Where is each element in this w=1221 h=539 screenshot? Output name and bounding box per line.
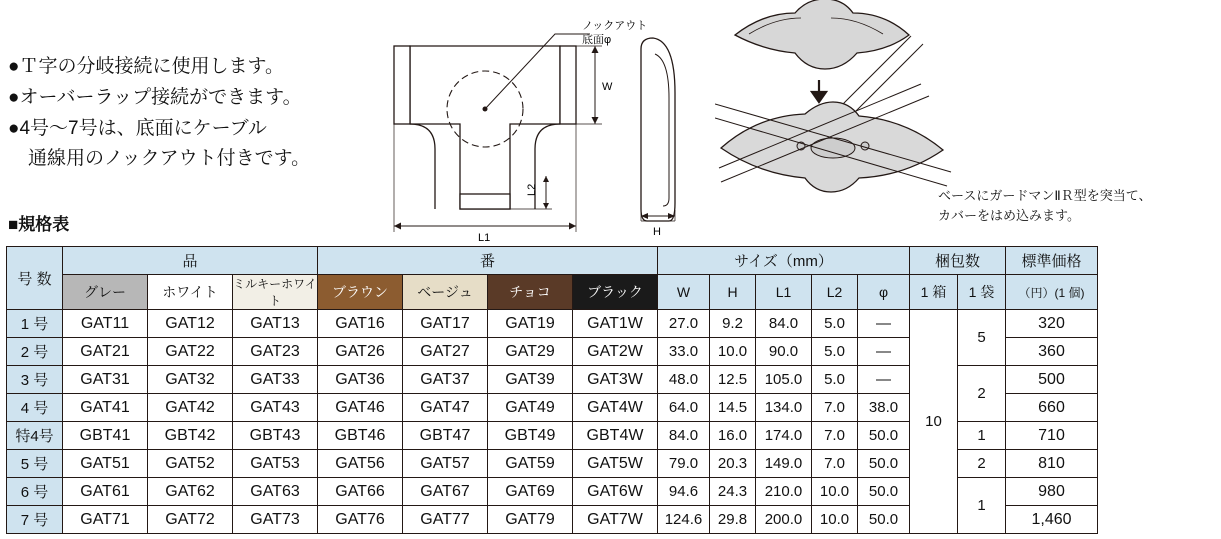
row-dim-phi: — [858,338,910,366]
row-code-gray: GAT21 [63,338,148,366]
row-dim-w: 33.0 [658,338,710,366]
row-code-white: GAT12 [148,310,233,338]
row-size-no: 4 号 [7,394,63,422]
table-header-row-1 [7,247,1098,275]
row-code-beige: GAT37 [403,366,488,394]
row-price: 710 [1006,422,1098,450]
row-code-white: GAT72 [148,506,233,534]
row-code-black: GAT3W [573,366,658,394]
row-price: 360 [1006,338,1098,366]
knockout-label-line2: 底面φ [582,34,612,46]
row-dim-h: 9.2 [710,310,756,338]
bullet-1: ●Ｔ字の分岐接続に使用します。 [8,56,284,77]
row-dim-w: 79.0 [658,450,710,478]
row-code-milky: GAT63 [233,478,318,506]
row-code-beige: GAT57 [403,450,488,478]
table-row [7,310,1098,338]
row-dim-phi: 50.0 [858,478,910,506]
knockout-label-line1: ノックアウト [582,20,648,32]
row-code-beige: GAT77 [403,506,488,534]
row-code-beige: GAT47 [403,394,488,422]
row-pack-bag: 2 [958,366,1006,422]
row-dim-l1: 90.0 [756,338,812,366]
row-dim-w: 64.0 [658,394,710,422]
row-dim-w: 94.6 [658,478,710,506]
row-dim-w: 48.0 [658,366,710,394]
h-label: H [653,226,661,238]
header-color-beige: ベージュ [403,275,488,310]
row-dim-phi: 50.0 [858,422,910,450]
header-color-milky-white: ミルキーホワイト [233,275,318,310]
row-code-black: GAT4W [573,394,658,422]
row-price: 1,460 [1006,506,1098,534]
row-code-choco: GAT59 [488,450,573,478]
assembly-note-line2: カバーをはめ込みます。 [938,207,1080,223]
row-dim-phi: — [858,366,910,394]
row-code-white: GAT62 [148,478,233,506]
row-dim-l2: 5.0 [812,310,858,338]
row-dim-phi: 50.0 [858,450,910,478]
row-code-gray: GAT51 [63,450,148,478]
row-code-gray: GAT41 [63,394,148,422]
row-dim-w: 27.0 [658,310,710,338]
bullet-2: ●オーバーラップ接続ができます。 [8,86,302,108]
row-code-milky: GAT23 [233,338,318,366]
row-pack-bag: 5 [958,310,1006,366]
header-dim-l2: L2 [812,275,858,310]
row-dim-h: 12.5 [710,366,756,394]
header-price-group: 標準価格 [1006,247,1098,275]
row-code-milky: GAT13 [233,310,318,338]
row-code-brown: GAT26 [318,338,403,366]
header-size-group: サイズ（mm） [658,247,910,275]
row-code-choco: GAT79 [488,506,573,534]
row-dim-l1: 105.0 [756,366,812,394]
header-dim-phi: φ [858,275,910,310]
row-code-brown: GAT16 [318,310,403,338]
row-code-black: GAT7W [573,506,658,534]
l1-label: L1 [478,232,491,244]
row-pack-bag: 2 [958,450,1006,478]
row-size-no: 特4号 [7,422,63,450]
row-dim-l2: 7.0 [812,422,858,450]
row-dim-l2: 5.0 [812,366,858,394]
header-color-black: ブラック [573,275,658,310]
header-size-no: 号 数 [7,247,63,310]
row-code-gray: GAT71 [63,506,148,534]
row-code-brown: GAT46 [318,394,403,422]
row-size-no: 2 号 [7,338,63,366]
row-size-no: 1 号 [7,310,63,338]
row-code-beige: GAT67 [403,478,488,506]
row-code-black: GBT4W [573,422,658,450]
spec-table-heading: ■規格表 [8,215,70,234]
row-code-choco: GAT69 [488,478,573,506]
header-product-no-left: 品 [63,247,318,275]
row-price: 980 [1006,478,1098,506]
row-code-beige: GAT27 [403,338,488,366]
row-code-choco: GAT39 [488,366,573,394]
row-code-milky: GAT43 [233,394,318,422]
row-code-brown: GBT46 [318,422,403,450]
top-view-drawing [350,4,670,244]
row-dim-h: 10.0 [710,338,756,366]
row-code-gray: GAT61 [63,478,148,506]
side-view-drawing [625,20,715,240]
spec-table [6,246,1098,534]
row-price: 810 [1006,450,1098,478]
row-code-black: GAT1W [573,310,658,338]
row-code-black: GAT6W [573,478,658,506]
row-code-milky: GAT53 [233,450,318,478]
row-price: 320 [1006,310,1098,338]
row-code-white: GAT42 [148,394,233,422]
row-price: 500 [1006,366,1098,394]
row-dim-h: 29.8 [710,506,756,534]
row-code-gray: GAT31 [63,366,148,394]
row-dim-l2: 7.0 [812,450,858,478]
top-illustration-area [0,0,1221,245]
row-code-gray: GBT41 [63,422,148,450]
row-code-choco: GAT29 [488,338,573,366]
row-code-white: GAT22 [148,338,233,366]
header-color-gray: グレー [63,275,148,310]
row-dim-l1: 210.0 [756,478,812,506]
row-dim-l2: 10.0 [812,478,858,506]
row-dim-l1: 174.0 [756,422,812,450]
row-code-black: GAT5W [573,450,658,478]
row-code-white: GBT42 [148,422,233,450]
assembly-note [938,186,1218,225]
row-code-choco: GBT49 [488,422,573,450]
row-code-white: GAT32 [148,366,233,394]
row-dim-w: 124.6 [658,506,710,534]
row-code-choco: GAT49 [488,394,573,422]
row-dim-l2: 5.0 [812,338,858,366]
bullet-3: ●4号〜7号は、底面にケーブル [8,117,267,139]
row-dim-h: 16.0 [710,422,756,450]
row-code-milky: GAT73 [233,506,318,534]
header-price-unit: （円）(1 個) [1006,275,1098,310]
row-dim-h: 24.3 [710,478,756,506]
header-pack-group: 梱包数 [910,247,1006,275]
header-color-choco: チョコ [488,275,573,310]
row-dim-l1: 134.0 [756,394,812,422]
row-code-choco: GAT19 [488,310,573,338]
header-pack-bag: 1 袋 [958,275,1006,310]
row-code-beige: GAT17 [403,310,488,338]
row-dim-l2: 7.0 [812,394,858,422]
row-code-brown: GAT66 [318,478,403,506]
row-dim-l1: 200.0 [756,506,812,534]
feature-bullets [8,52,348,175]
row-code-brown: GAT36 [318,366,403,394]
assembly-note-line1: ベースにガードマンⅡＲ型を突当て、 [938,188,1152,203]
row-size-no: 5 号 [7,450,63,478]
row-code-brown: GAT76 [318,506,403,534]
row-dim-l1: 149.0 [756,450,812,478]
row-code-brown: GAT56 [318,450,403,478]
row-pack-box: 10 [910,310,958,534]
row-dim-l1: 84.0 [756,310,812,338]
l2-label: L2 [526,183,538,196]
header-dim-w: W [658,275,710,310]
row-price: 660 [1006,394,1098,422]
header-product-no-right: 番 [318,247,658,275]
row-code-white: GAT52 [148,450,233,478]
row-pack-bag: 1 [958,422,1006,450]
row-size-no: 3 号 [7,366,63,394]
row-size-no: 7 号 [7,506,63,534]
row-code-gray: GAT11 [63,310,148,338]
bullet-4: 通線用のノックアウト付きです。 [28,148,311,170]
table-header-row-2 [7,275,1098,310]
assembly-illustration [715,0,975,200]
header-dim-l1: L1 [756,275,812,310]
row-dim-h: 14.5 [710,394,756,422]
row-size-no: 6 号 [7,478,63,506]
row-dim-phi: 38.0 [858,394,910,422]
row-pack-bag: 1 [958,478,1006,534]
row-dim-phi: 50.0 [858,506,910,534]
row-code-milky: GAT33 [233,366,318,394]
header-color-white: ホワイト [148,275,233,310]
row-code-milky: GBT43 [233,422,318,450]
row-dim-h: 20.3 [710,450,756,478]
header-dim-h: H [710,275,756,310]
row-dim-l2: 10.0 [812,506,858,534]
header-color-brown: ブラウン [318,275,403,310]
header-pack-box: 1 箱 [910,275,958,310]
row-code-beige: GBT47 [403,422,488,450]
row-dim-w: 84.0 [658,422,710,450]
row-code-black: GAT2W [573,338,658,366]
row-dim-phi: — [858,310,910,338]
w-label: W [602,81,613,93]
